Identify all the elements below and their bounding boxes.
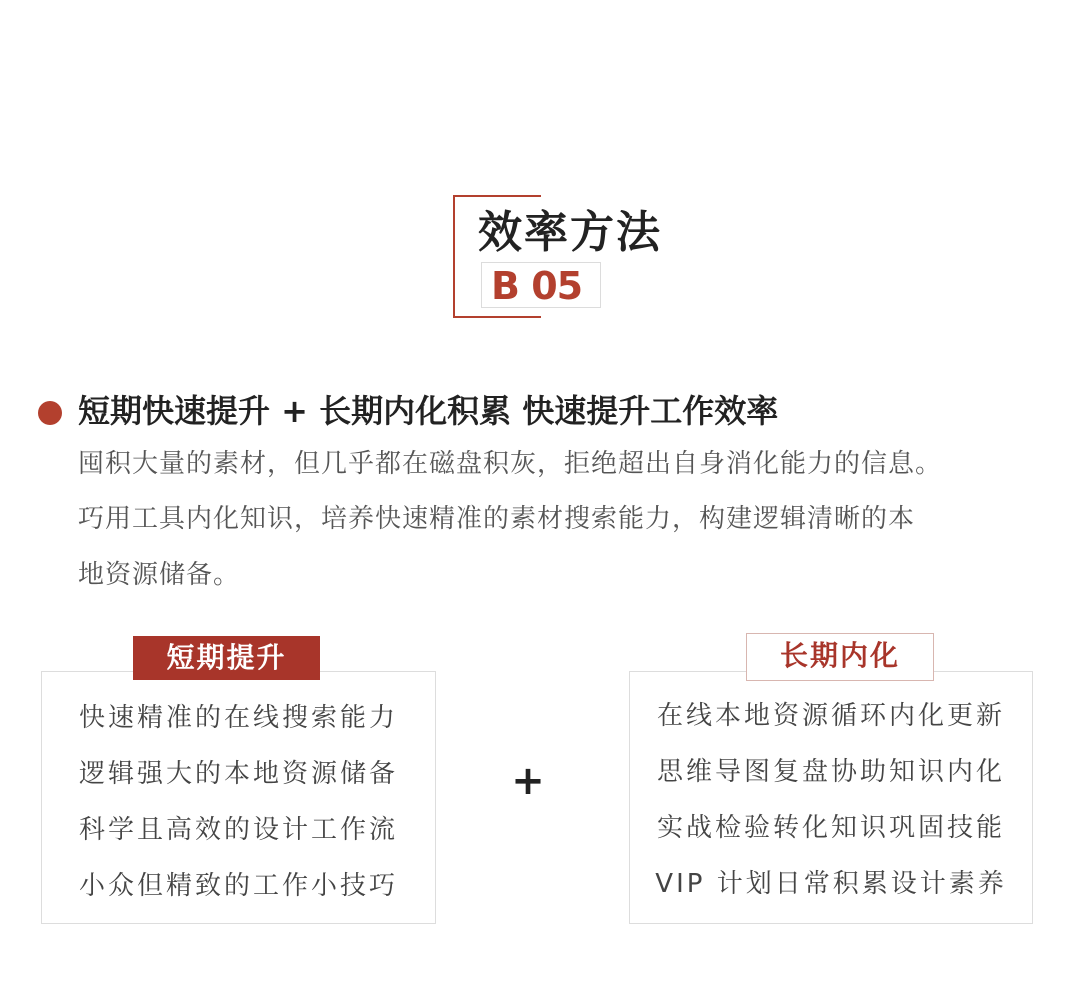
card-list-item: 思维导图复盘协助知识内化	[656, 757, 1005, 787]
description-line: 地资源储备。	[78, 560, 241, 590]
long-term-tag: 长期内化	[746, 633, 934, 681]
card-list-item: 快速精准的在线搜索能力	[78, 703, 398, 733]
card-list-item: 在线本地资源循环内化更新	[656, 701, 1005, 731]
description-line: 囤积大量的素材，但几乎都在磁盘积灰，拒绝超出自身消化能力的信息。	[78, 449, 943, 479]
card-list-item: VIP 计划日常积累设计素养	[655, 869, 1007, 899]
card-list-item: 科学且高效的设计工作流	[78, 815, 398, 845]
plus-icon: +	[511, 758, 545, 804]
card-list-item: 逻辑强大的本地资源储备	[78, 759, 398, 789]
bullet-dot-icon	[38, 401, 62, 425]
page-title: 效率方法	[478, 207, 662, 258]
description-line: 巧用工具内化知识，培养快速精准的素材搜索能力，构建逻辑清晰的本	[78, 504, 916, 534]
short-term-card	[41, 671, 436, 924]
card-list-item: 小众但精致的工作小技巧	[78, 871, 398, 901]
card-list-item: 实战检验转化知识巩固技能	[656, 813, 1005, 843]
section-heading: 短期快速提升 + 长期内化积累 快速提升工作效率	[78, 392, 779, 430]
long-term-card	[629, 671, 1033, 924]
short-term-tag: 短期提升	[133, 636, 320, 680]
section-code-box	[481, 262, 601, 308]
section-code: B 05	[491, 264, 583, 308]
